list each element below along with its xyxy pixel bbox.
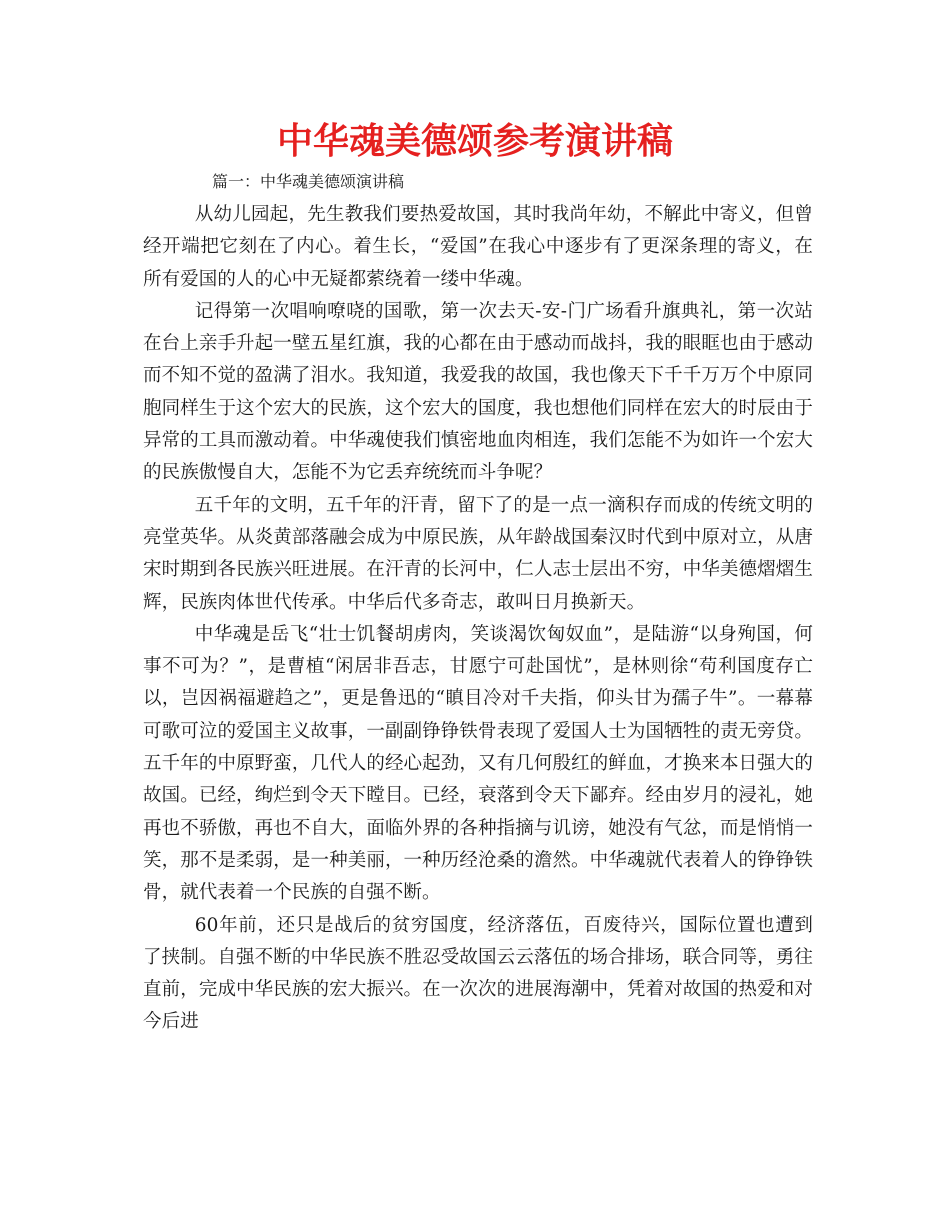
document-subtitle: 篇一：中华魂美德颂演讲稿: [212, 172, 405, 191]
paragraph-1: 从幼儿园起，先生教我们要热爱故国，其时我尚年幼，不解此中寄义，但曾经开端把它刻在了内心。着生长，“爱国”在我心中逐步有了更深条理的寄义，在所有爱国的人的心中无疑都萦绕着一缕中华魂。: [143, 204, 813, 290]
paragraph-3: 五千年的文明，五千年的汗青，留下了的是一点一滴积存而成的传统文明的亮堂英华。从炎黄部落融会成为中原民族，从年龄战国秦汉时代到中原对立，从唐宋时期到各民族兴旺进展。在汗青的长河中，仁人志士层出不穷，中华美德熠熠生辉，民族肉体世代传承。中华后代多奇志，敢叫日月换新天。: [143, 494, 813, 613]
paragraph-5: 60年前，还只是战后的贫穷国度，经济落伍，百废待兴，国际位置也遭到了挟制。自强不断的中华民族不胜忍受故国云云落伍的场合排场，联合同等，勇往直前，完成中华民族的宏大振兴。在一次次的进展海潮中，凭着对故国的热爱和对今后进: [143, 914, 813, 1033]
paragraph-4: 中华魂是岳飞“壮士饥餐胡虏肉，笑谈渴饮匈奴血”，是陆游“以身殉国，何事不可为？”，是曹植“闲居非吾志，甘愿宁可赴国忧”，是林则徐“苟利国度存亡以，岂因祸福避趋之”，更是鲁迅的“瞋目冷对千夫指，仰头甘为孺子牛”。一幕幕可歌可泣的爱国主义故事，一副副铮铮铁骨表现了爱国人士为国牺牲的责无旁贷。五千年的中原野蛮，几代人的经心起劲，又有几何殷红的鲜血，才换来本日强大的故国。已经，绚烂到令天下瞠目。已经，衰落到令天下鄙弃。经由岁月的浸礼，她再也不骄傲，再也不自大，面临外界的各种指摘与讥谤，她没有气忿，而是悄悄一笑，那不是柔弱，是一种美丽，一种历经沧桑的澹然。中华魂就代表着人的铮铮铁骨，就代表着一个民族的自强不断。: [143, 623, 813, 904]
paragraph-2: 记得第一次唱响嘹哓的国歌，第一次去天-安-门广场看升旗典礼，第一次站在台上亲手升起一壁五星红旗，我的心都在由于感动而战抖，我的眼眶也由于感动而不知不觉的盈满了泪水。我知道，我爱我的故国，我也像天下千千万万个中原同胞同样生于这个宏大的民族，这个宏大的国度，我也想他们同样在宏大的时辰由于异常的工具而激动着。中华魂使我们慎密地血肉相连，我们怎能不为如许一个宏大的民族傲慢自大，怎能不为它丢弃统统而斗争呢？: [143, 300, 813, 484]
document-body: [143, 199, 813, 1039]
document-title: 中华魂美德颂参考演讲稿: [276, 121, 673, 162]
